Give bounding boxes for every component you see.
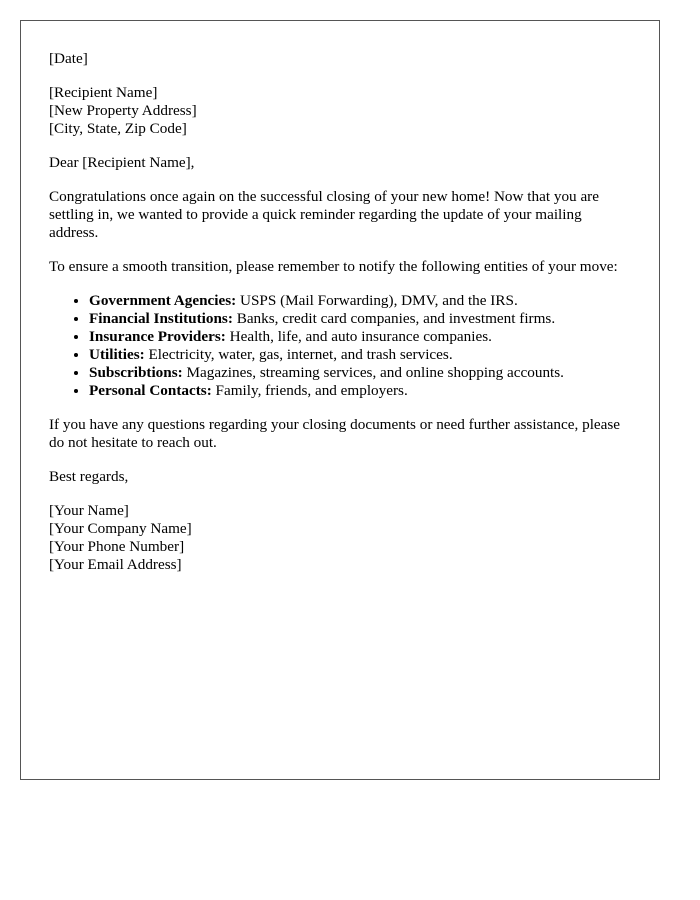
entity-text: Magazines, streaming services, and online shopping accounts. bbox=[182, 364, 564, 381]
list-item bbox=[89, 382, 631, 400]
entity-text: USPS (Mail Forwarding), DMV, and the IRS. bbox=[236, 292, 518, 309]
paragraph-questions: If you have any questions regarding your closing documents or need further assistance, please do not hesitate to reach out. bbox=[49, 416, 621, 451]
entity-label: Insurance Providers: bbox=[89, 328, 226, 345]
list-item bbox=[89, 364, 631, 382]
entity-label: Financial Institutions: bbox=[89, 310, 233, 327]
date-block bbox=[49, 50, 631, 68]
list-item bbox=[89, 346, 631, 364]
entity-text: Health, life, and auto insurance companies. bbox=[225, 328, 492, 345]
list-item bbox=[89, 310, 631, 328]
signature-name: [Your Name] bbox=[49, 502, 129, 519]
entity-label: Government Agencies: bbox=[89, 292, 237, 309]
letter bbox=[20, 20, 660, 780]
entity-text: Electricity, water, gas, internet, and trash services. bbox=[144, 346, 453, 363]
signature-block bbox=[49, 502, 631, 574]
entity-label: Personal Contacts: bbox=[89, 382, 212, 399]
signature-company: [Your Company Name] bbox=[49, 520, 192, 537]
signature-email: [Your Email Address] bbox=[49, 556, 182, 573]
entity-text: Family, friends, and employers. bbox=[211, 382, 408, 399]
list-item bbox=[89, 292, 631, 310]
entity-text: Banks, credit card companies, and investment firms. bbox=[232, 310, 556, 327]
entities-list bbox=[49, 292, 631, 400]
letter-date: [Date] bbox=[49, 50, 88, 67]
recipient-name: [Recipient Name] bbox=[49, 84, 158, 101]
recipient-address: [New Property Address] bbox=[49, 102, 197, 119]
signature-phone: [Your Phone Number] bbox=[49, 538, 185, 555]
paragraph-transition: To ensure a smooth transition, please remember to notify the following entities of your move: bbox=[49, 258, 618, 275]
entity-label: Subscribtions: bbox=[89, 364, 183, 381]
closing: Best regards, bbox=[49, 468, 129, 485]
paragraph-congratulations: Congratulations once again on the successful closing of your new home! Now that you are settling in, we wanted to provide a quick reminder regarding the update of your mailing address. bbox=[49, 188, 599, 241]
entity-label: Utilities: bbox=[89, 346, 145, 363]
salutation: Dear [Recipient Name], bbox=[49, 154, 195, 171]
recipient-city-state-zip: [City, State, Zip Code] bbox=[49, 120, 187, 137]
list-item bbox=[89, 328, 631, 346]
recipient-block bbox=[49, 84, 631, 138]
